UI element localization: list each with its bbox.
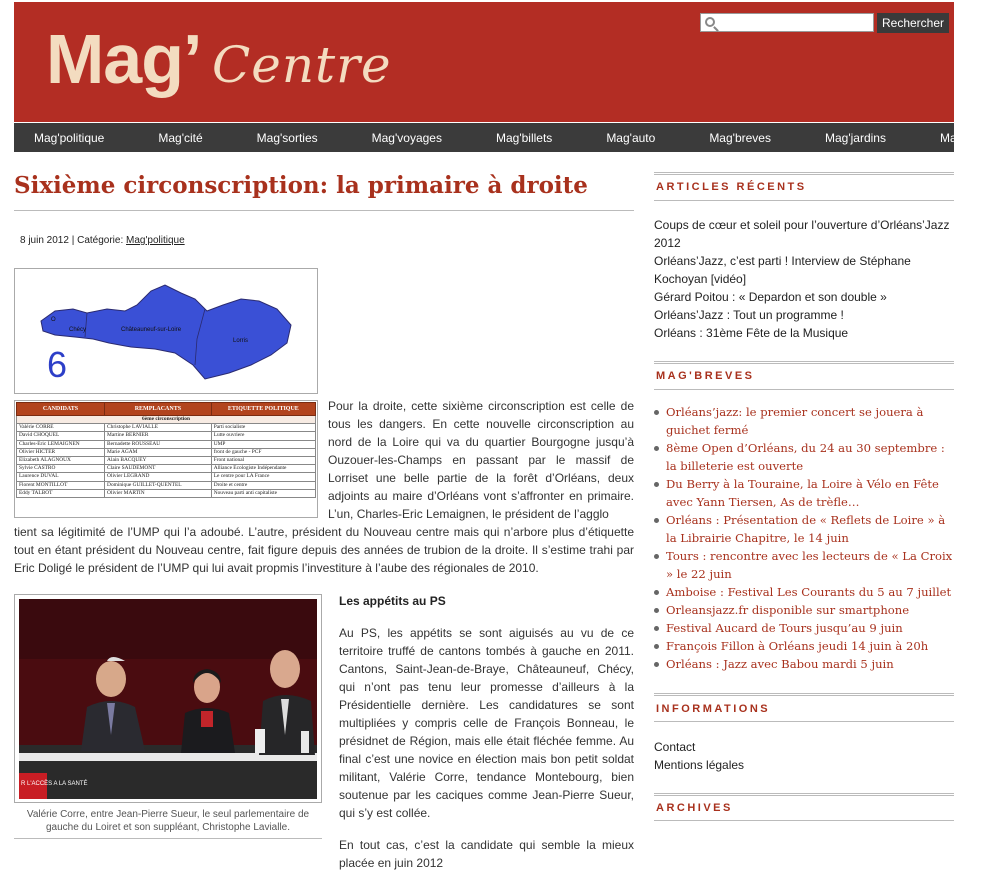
table-row: Florent MONTILLOT Dominique GUILLET-QUENTEL Droite et centre — [17, 481, 316, 489]
sidebar-rule — [654, 721, 954, 722]
logo-mag[interactable]: Mag’ — [46, 20, 202, 98]
map-graphic — [15, 269, 317, 393]
table-section: 6ème circonscription — [17, 416, 316, 424]
sidebar-rule — [654, 820, 954, 821]
breves-list — [654, 403, 954, 673]
search-box[interactable] — [700, 13, 874, 32]
th-remplacants: REMPLACANTS — [105, 403, 212, 416]
map-label-chateauneuf: Châteauneuf-sur-Loire — [121, 327, 182, 333]
breve-link[interactable]: Orléans : Présentation de « Reflets de Loire » à la Librairie Chapitre, le 14 juin — [654, 511, 954, 547]
title-divider — [14, 210, 634, 211]
circonscription-map — [14, 268, 318, 394]
nav-item-cite[interactable]: Mag'cité — [158, 130, 203, 145]
nav-item-videos[interactable]: Mag'vidéos — [939, 130, 1000, 145]
nav-item-sorties[interactable]: Mag'sorties — [256, 130, 318, 145]
table-row: Valérie CORRE Christophe LAVIALLE Parti socialiste — [17, 424, 316, 432]
map-label-checy: Chécy — [69, 327, 87, 333]
recent-articles-heading: ARTICLES RÉCENTS — [656, 181, 807, 193]
breve-link[interactable]: Tours : rencontre avec les lecteurs de « La Croix » le 22 juin — [654, 547, 954, 583]
nav-item-voyages[interactable]: Mag'voyages — [371, 130, 442, 145]
breve-link[interactable]: 8ème Open d’Orléans, du 24 au 30 septembre : la billeterie est ouverte — [654, 439, 954, 475]
photo-banner-text: R L'ACCÈS A LA SANTÉ — [21, 781, 88, 787]
informations-list — [654, 738, 954, 774]
map-label-lorris: Lorris — [233, 338, 249, 344]
contact-link[interactable]: Contact — [654, 740, 696, 754]
table-row: Eddy TALBOT Olivier MARTIN Nouveau parti anti capitaliste — [17, 489, 316, 497]
recent-article-link[interactable]: Orléans’Jazz, c’est parti ! Interview de Stéphane Kochoyan [vidéo] — [654, 254, 911, 286]
candidates-table-image — [14, 400, 318, 518]
category-link[interactable]: Mag'politique — [126, 235, 185, 246]
article-photo — [14, 594, 322, 803]
breve-link[interactable]: François Fillon à Orléans jeudi 14 juin à 20h — [654, 637, 954, 655]
sidebar-rule — [654, 389, 954, 390]
caption-divider — [14, 838, 322, 839]
search-button[interactable]: Rechercher — [877, 13, 949, 33]
paragraph-3: En tout cas, c’est la candidate qui semble la mieux placée en juin 2012 — [339, 838, 634, 870]
article-meta — [20, 235, 185, 246]
recent-article-link[interactable]: Coups de cœur et soleil pour l’ouverture d’Orléans’Jazz 2012 — [654, 218, 950, 250]
table-row: Sylvie CASTRO Claire SAUDEMONT Alliance Ecologiste Indépendante — [17, 465, 316, 473]
nav-item-breves[interactable]: Mag'breves — [709, 130, 771, 145]
search-icon — [705, 17, 715, 27]
recent-article-link[interactable]: Orléans : 31ème Fête de la Musique — [654, 326, 849, 340]
site-header — [14, 2, 954, 122]
paragraph-2: Au PS, les appétits se sont aiguisés au vu de ce territoire truffé de cantons tombés à gauche en 2011. Cantons, Saint-Jean-de-Braye, Châteauneuf, Chécy, qui n’ont pas tenu leur promesse d’ailleurs à la Présidentielle dernière. Les candidatures se sont multipliées y compris celle de François Bonneau, le présidnet de Région, mais elle était fléchée femme. Au final c’est une novice en élection mais bon petit soldat militant, Valérie Corre, tendance Montebourg, bien soutenue par les caciques comme Jean-Pierre Sueur, qui s’y est collée. — [339, 626, 634, 820]
article-date: 8 juin 2012 — [20, 235, 69, 246]
sidebar-rule — [654, 172, 954, 175]
informations-heading: INFORMATIONS — [656, 703, 771, 715]
candidates-table — [16, 402, 316, 498]
recent-article-link[interactable]: Gérard Poitou : « Depardon et son double » — [654, 290, 887, 304]
recent-articles-list — [654, 216, 954, 342]
subheading-appetits: Les appétits au PS — [339, 594, 446, 608]
breve-link[interactable]: Amboise : Festival Les Courants du 5 au 7 juillet — [654, 583, 954, 601]
search-input[interactable] — [701, 14, 873, 31]
nav-item-auto[interactable]: Mag'auto — [606, 130, 656, 145]
nav-item-politique[interactable]: Mag'politique — [34, 130, 105, 145]
photo-caption: Valérie Corre, entre Jean-Pierre Sueur, le seul parlementaire de gauche du Loiret et son suppléant, Christophe Lavialle. — [26, 809, 310, 833]
breve-link[interactable]: Orléans’jazz: le premier concert se jouera à guichet fermé — [654, 403, 954, 439]
map-number: 6 — [47, 344, 68, 385]
sidebar-rule — [654, 793, 954, 796]
archives-heading: ARCHIVES — [656, 802, 733, 814]
paragraph-1b: tient sa légitimité de l’UMP qui l’a adoubé. L’autre, président du Nouveau centre mais qui n’arbore plus d’étiquette tout en étant président du Nouveau centre, fait figure depuis des années de trubion de la droite. Il s’estime trahi par Eric Doligé le président de l’UMP qui lui avait propmis l’investiture à l’aube des régionales de 2010. — [14, 525, 634, 575]
category-prefix: | Catégorie: — [71, 235, 124, 246]
breve-link[interactable]: Orléans : Jazz avec Babou mardi 5 juin — [654, 655, 954, 673]
paragraph-1a: Pour la droite, cette sixième circonscription est celle de tous les dangers. En cette nouvelle circonscription au nord de la Loire qui va du quartier Bourgogne jusqu’à Ouzouer-les-Champs en passant par le massif de Lorriset une belle partie de la forêt d’Orléans, deux adjoints au maire d’Orléans vont s’affronter en primaire. L’un, Charles-Eric Lemaignen, le président de l’agglo — [328, 399, 634, 521]
table-row: Elizabeth ALAGNOUX Alain BACQUEY Front national — [17, 456, 316, 464]
nav-item-jardins[interactable]: Mag'jardins — [824, 130, 886, 145]
nav-item-billets[interactable]: Mag'billets — [495, 130, 553, 145]
photo-graphic — [15, 595, 321, 802]
sidebar-rule — [654, 200, 954, 201]
breve-link[interactable]: Du Berry à la Touraine, la Loire à Vélo en Fête avec Yann Tiersen, As de trèfle… — [654, 475, 954, 511]
sidebar-rule — [654, 693, 954, 696]
th-etiquette: ETIQUETTE POLITIQUE — [211, 403, 315, 416]
recent-article-link[interactable]: Orléans’Jazz : Tout un programme ! — [654, 308, 844, 322]
logo-centre[interactable]: Centre — [212, 36, 392, 94]
article-title[interactable]: Sixième circonscription: la primaire à droite — [14, 172, 588, 199]
breve-link[interactable]: Festival Aucard de Tours jusqu’au 9 juin — [654, 619, 954, 637]
map-label-o: O — [51, 317, 56, 323]
main-nav — [14, 123, 1000, 152]
th-candidats: CANDIDATS — [17, 403, 105, 416]
breve-link[interactable]: Orleansjazz.fr disponible sur smartphone — [654, 601, 954, 619]
table-row: Charles-Eric LEMAIGNEN Bernadette ROUSSEAU UMP — [17, 440, 316, 448]
table-row: Laurence DUVAL Olivier LEGRAND Le centre pour LA France — [17, 473, 316, 481]
table-row: Olivier HICTER Marie AGAM front de gauche - PCF — [17, 448, 316, 456]
mentions-legales-link[interactable]: Mentions légales — [654, 758, 745, 772]
table-row: David CHOQUEL Martine BERNIER Lutte ouvriere — [17, 432, 316, 440]
sidebar-rule — [654, 361, 954, 364]
breves-heading: MAG'BREVES — [656, 370, 755, 382]
